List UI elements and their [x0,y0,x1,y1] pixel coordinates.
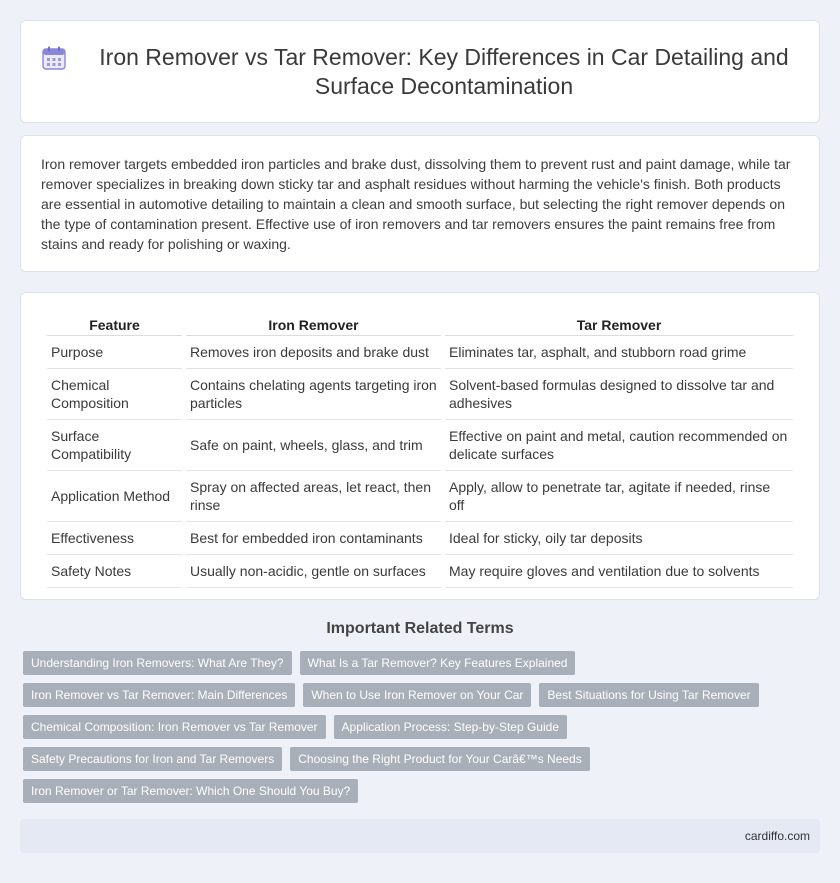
footer-site-link[interactable]: cardiffo.com [744,829,810,843]
tar-remover-cell: Eliminates tar, asphalt, and stubborn road grime [445,336,793,369]
iron-remover-cell: Best for embedded iron contaminants [186,522,441,555]
column-header-feature: Feature [47,313,182,336]
feature-cell: Effectiveness [47,522,182,555]
table-row [47,420,793,471]
table-row [47,336,793,369]
iron-remover-cell: Removes iron deposits and brake dust [186,336,441,369]
iron-remover-cell: Contains chelating agents targeting iron particles [186,369,441,420]
related-term-link[interactable]: What Is a Tar Remover? Key Features Explained [300,651,576,675]
iron-remover-cell: Spray on affected areas, let react, then rinse [186,471,441,522]
related-term-link[interactable]: Application Process: Step-by-Step Guide [334,715,567,739]
iron-remover-cell: Usually non-acidic, gentle on surfaces [186,555,441,588]
page-title: Iron Remover vs Tar Remover: Key Differences in Car Detailing and Surface Decontamination [99,43,789,99]
tar-remover-cell: Ideal for sticky, oily tar deposits [445,522,793,555]
feature-cell: Application Method [47,471,182,522]
intro-card [20,135,820,272]
column-header-iron-remover: Iron Remover [186,313,441,336]
related-term-link[interactable]: Choosing the Right Product for Your Carâ€™s Needs [290,747,590,771]
column-header-tar-remover: Tar Remover [445,313,793,336]
related-term-link[interactable]: Iron Remover vs Tar Remover: Main Differences [23,683,295,707]
comparison-table [43,313,797,588]
related-term-link[interactable]: Understanding Iron Removers: What Are They? [23,651,292,675]
feature-cell: Safety Notes [47,555,182,588]
tar-remover-cell: Effective on paint and metal, caution recommended on delicate surfaces [445,420,793,471]
related-term-link[interactable]: Safety Precautions for Iron and Tar Removers [23,747,282,771]
feature-cell: Purpose [47,336,182,369]
table-row [47,522,793,555]
related-term-link[interactable]: Best Situations for Using Tar Remover [539,683,758,707]
iron-remover-cell: Safe on paint, wheels, glass, and trim [186,420,441,471]
table-row [47,555,793,588]
related-term-link[interactable]: Iron Remover or Tar Remover: Which One Should You Buy? [23,779,358,803]
feature-cell: Surface Compatibility [47,420,182,471]
related-terms-list [23,651,803,811]
calendar-icon [41,45,67,71]
table-row [47,471,793,522]
tar-remover-cell: May require gloves and ventilation due to solvents [445,555,793,588]
table-row [47,369,793,420]
table-header-row [47,313,793,336]
intro-paragraph: Iron remover targets embedded iron particles and brake dust, dissolving them to prevent rust and paint damage, while tar remover specializes in breaking down sticky tar and asphalt residues without harming the vehicle's finish. Both products are essential in automotive detailing to maintain a clean and smooth surface, but selecting the right remover depends on the type of contamination present. Effective use of iron removers and tar removers ensures the paint remains free from stains and ready for polishing or waxing. [41,156,791,252]
related-terms-heading: Important Related Terms [326,620,514,637]
tar-remover-cell: Solvent-based formulas designed to dissolve tar and adhesives [445,369,793,420]
comparison-table-card [20,292,820,600]
footer [20,819,820,853]
feature-cell: Chemical Composition [47,369,182,420]
header-card [20,20,820,123]
related-term-link[interactable]: When to Use Iron Remover on Your Car [303,683,531,707]
related-term-link[interactable]: Chemical Composition: Iron Remover vs Tar Remover [23,715,326,739]
tar-remover-cell: Apply, allow to penetrate tar, agitate if needed, rinse off [445,471,793,522]
